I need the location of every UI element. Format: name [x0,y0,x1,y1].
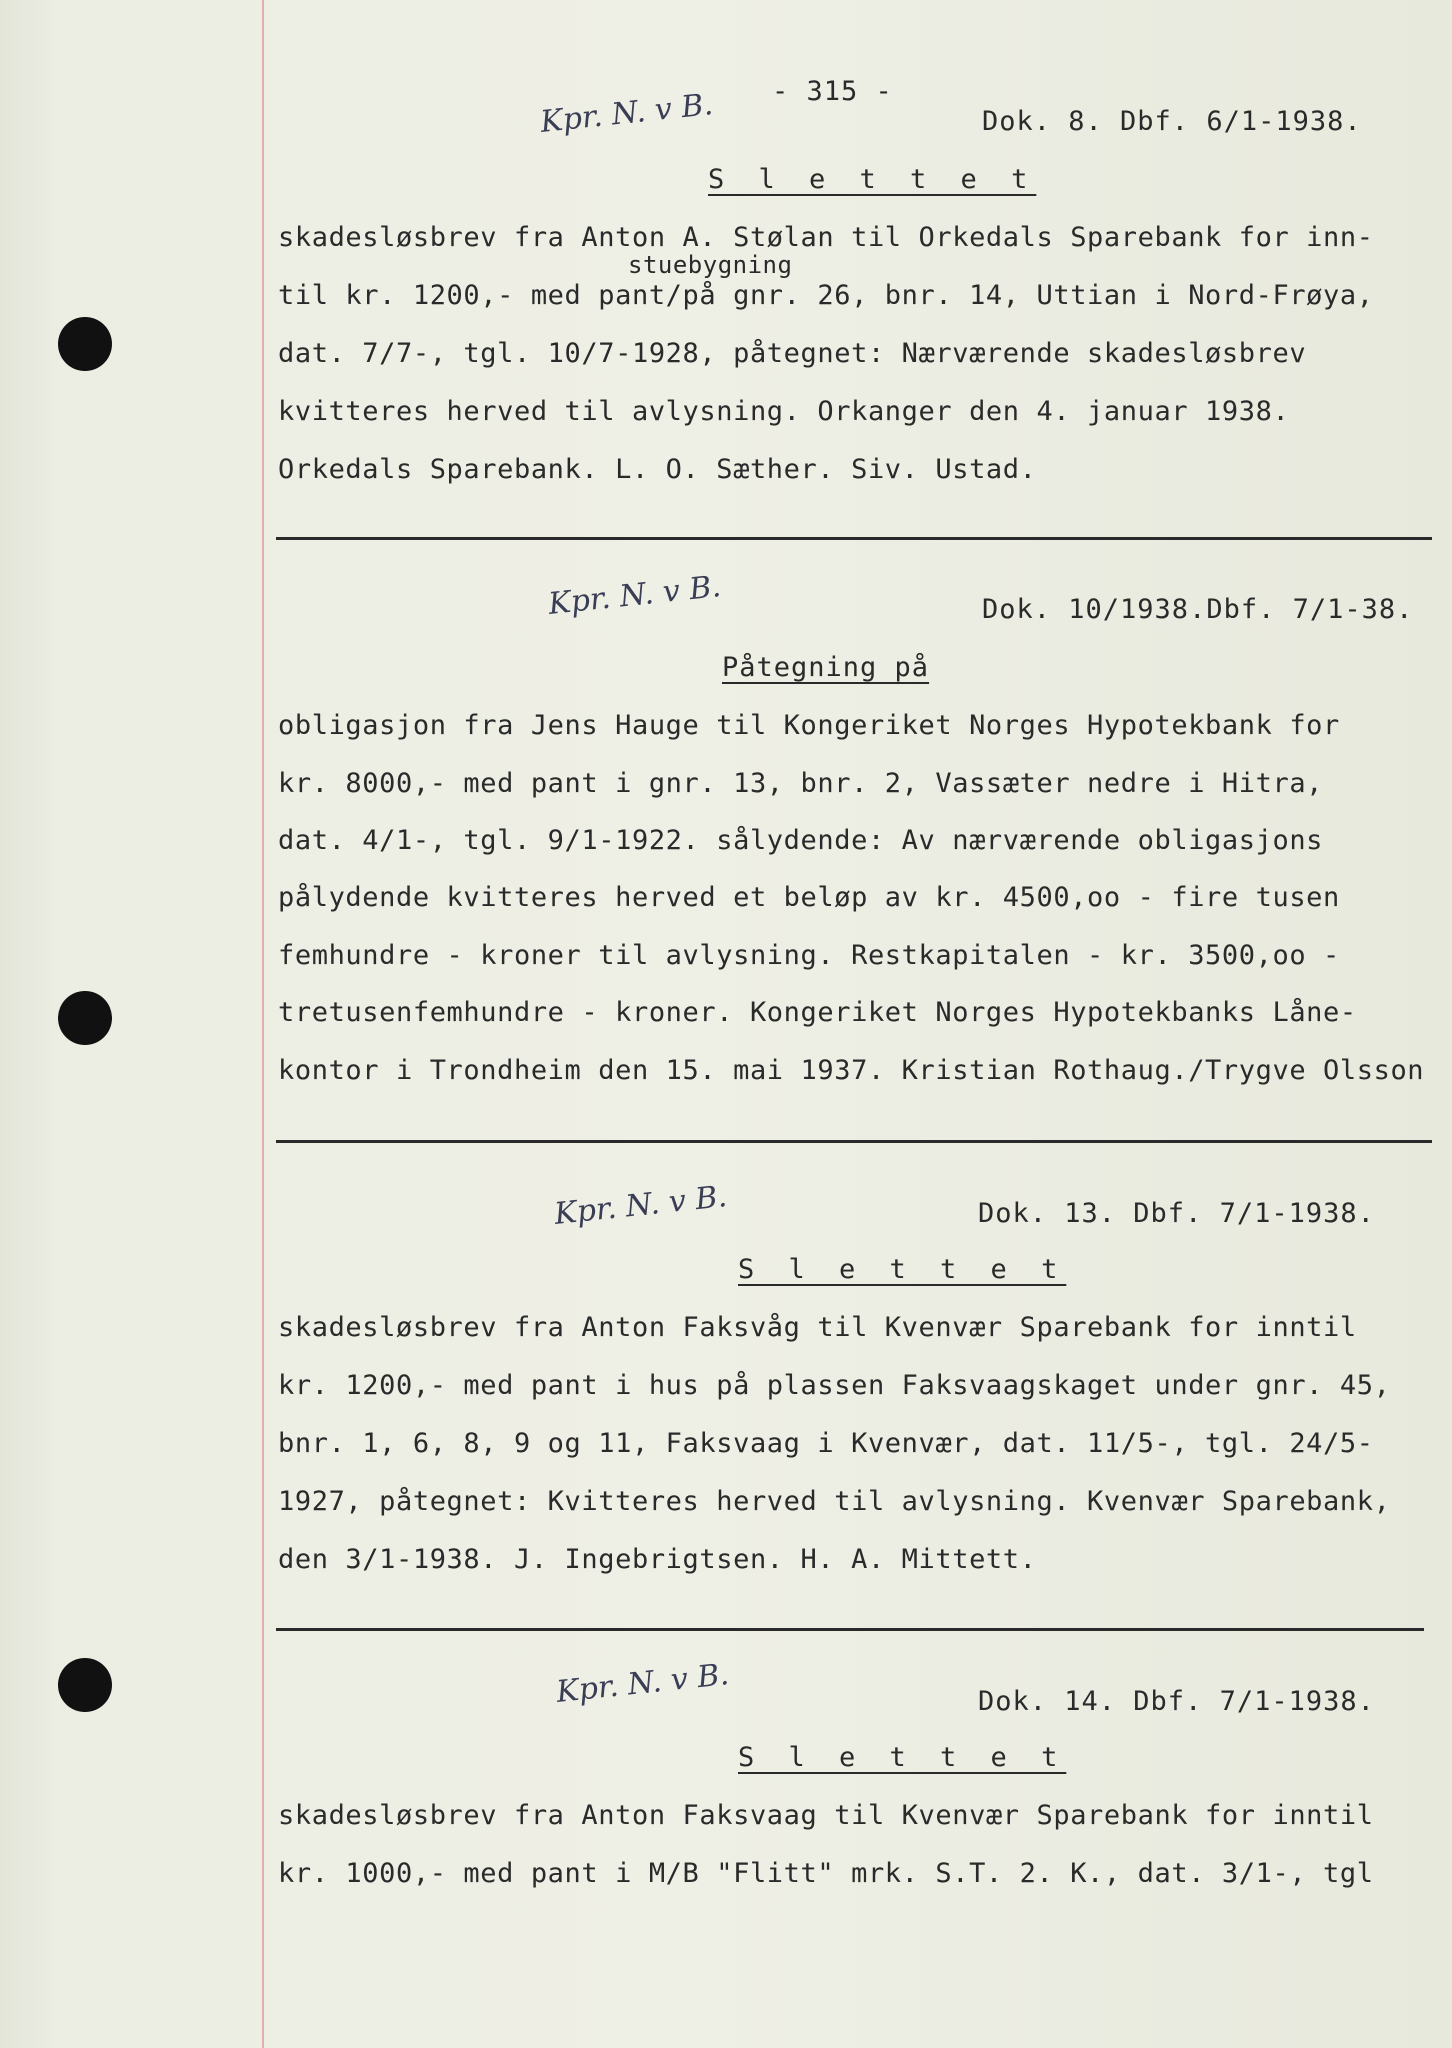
page-number: - 315 - [772,76,893,107]
entry-text-line: femhundre - kroner til avlysning. Restkapitalen - kr. 3500,oo - [278,940,1340,971]
entry-heading: Påtegning på [722,652,930,683]
handwritten-annotation: Kpr. N. v B. [538,87,715,140]
punch-hole [58,991,112,1045]
document-reference: Dok. 10/1938.Dbf. 7/1-38. [982,594,1414,625]
entry-text-line: skadesløsbrev fra Anton A. Stølan til Orkedals Sparebank for inn- [278,222,1374,253]
entry-text-line: kr. 8000,- med pant i gnr. 13, bnr. 2, Vassæter nedre i Hitra, [278,768,1324,799]
entry-text-line: 1927, påtegnet: Kvitteres herved til avlysning. Kvenvær Sparebank, [278,1486,1391,1517]
entry-text-line: tretusenfemhundre - kroner. Kongeriket Norges Hypotekbanks Låne- [278,997,1357,1028]
document-reference: Dok. 13. Dbf. 7/1-1938. [978,1198,1375,1229]
entry-heading: S l e t t e t [738,1254,1067,1285]
margin-line [262,0,264,2048]
entry-text-line: bnr. 1, 6, 8, 9 og 11, Faksvaag i Kvenvær, dat. 11/5-, tgl. 24/5- [278,1428,1374,1459]
interlinear-insertion: stuebygning [628,251,793,279]
handwritten-annotation: Kpr. N. v B. [552,1179,729,1232]
entry-text-line: skadesløsbrev fra Anton Faksvaag til Kvenvær Sparebank for inntil [278,1800,1374,1831]
entry-text-line: skadesløsbrev fra Anton Faksvåg til Kvenvær Sparebank for inntil [278,1312,1357,1343]
punch-hole [58,317,112,371]
entry-text-line: kontor i Trondheim den 15. mai 1937. Kristian Rothaug./Trygve Olsson [278,1055,1425,1086]
entry-heading: S l e t t e t [708,164,1037,195]
entry-text-line: dat. 4/1-, tgl. 9/1-1922. sålydende: Av nærværende obligasjons [278,825,1324,856]
entry-divider [276,1628,1424,1631]
entry-text-line: kvitteres herved til avlysning. Orkanger den 4. januar 1938. [278,396,1290,427]
document-reference: Dok. 14. Dbf. 7/1-1938. [978,1686,1375,1717]
punch-hole [58,1658,112,1712]
entry-text-line: obligasjon fra Jens Hauge til Kongeriket Norges Hypotekbank for [278,710,1340,741]
entry-divider [276,537,1432,540]
handwritten-annotation: Kpr. N. v B. [554,1657,731,1710]
entry-text-line: til kr. 1200,- med pant/på gnr. 26, bnr. 14, Uttian i Nord-Frøya, [278,280,1374,311]
entry-divider [276,1140,1432,1143]
entry-text-line: den 3/1-1938. J. Ingebrigtsen. H. A. Mittett. [278,1544,1037,1575]
entry-text-line: Orkedals Sparebank. L. O. Sæther. Siv. Ustad. [278,454,1037,485]
entry-heading: S l e t t e t [738,1742,1067,1773]
handwritten-annotation: Kpr. N. v B. [546,569,723,622]
document-reference: Dok. 8. Dbf. 6/1-1938. [982,106,1362,137]
entry-text-line: dat. 7/7-, tgl. 10/7-1928, påtegnet: Nærværende skadesløsbrev [278,338,1307,369]
entry-text-line: kr. 1000,- med pant i M/B "Flitt" mrk. S.T. 2. K., dat. 3/1-, tgl [278,1858,1374,1889]
entry-text-line: pålydende kvitteres herved et beløp av kr. 4500,oo - fire tusen [278,882,1340,913]
entry-text-line: kr. 1200,- med pant i hus på plassen Faksvaagskaget under gnr. 45, [278,1370,1391,1401]
